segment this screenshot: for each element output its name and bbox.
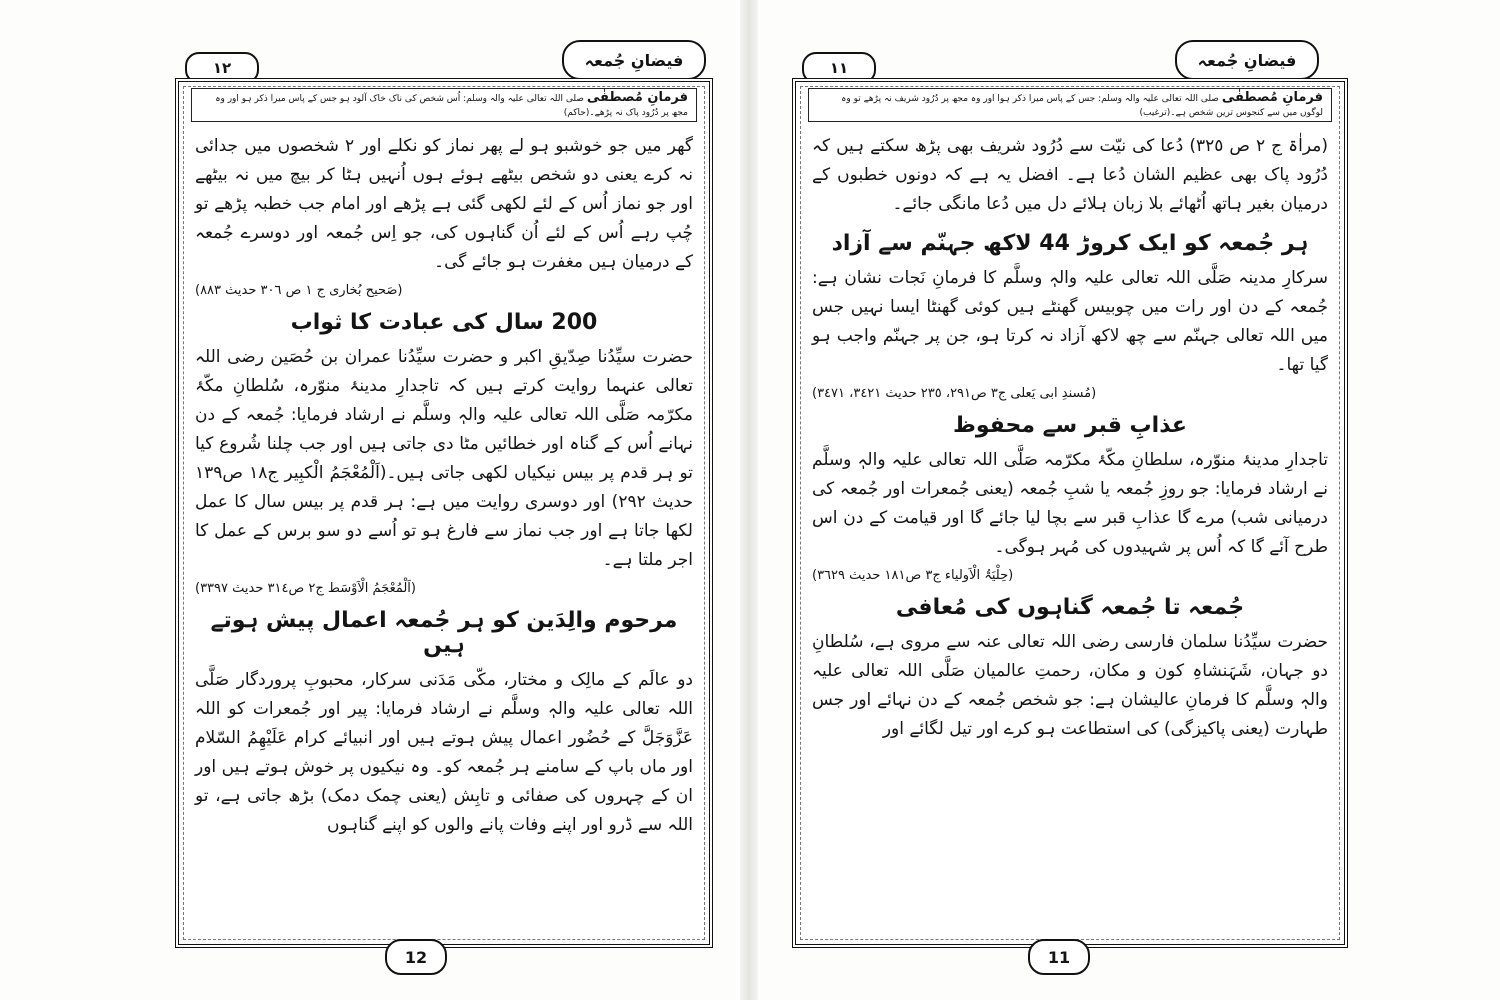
right-reference-1: (مُسندِ ابی یَعلی ج٣ ص٢٩١، ٢٣٥ حدیث ٣٤٢١، ٣٤٧١) [812, 386, 1097, 401]
left-heading-2: مرحوم والِدَین کو ہر جُمعہ اعمال پیش ہوتے ہیں [210, 608, 678, 658]
right-page [770, 40, 1340, 975]
left-banner-text: صلی اللہ تعالی علیہ والہ وسلم: اُس شخص کی ناک خاک آلود ہو جس کے پاس میرا ذکر ہو اور وہ مجھ پر دُرُود پاک نہ پڑھے۔(حاکم) [215, 94, 688, 118]
right-paragraph-4: حضرت سیِّدُنا سلمان فارسی رضی اللہ تعالی عنہ سے مروی ہے، سُلطانِ دو جہان، شَہَنشاہِ کون و مکان، رحمتِ عالمیان صَلَّی اللہ تعالی علیہ والہٖ وسلَّم کا فرمانِ عالیشان ہے: جو شخص جُمعہ کے دن نہائے اور جس طہارت (یعنی پاکیزگی) کی استطاعت ہو کرے اور تیل لگائے اور [812, 632, 1328, 739]
right-header-page-number: ١١ [802, 52, 876, 84]
right-header-title: فیضانِ جُمعہ [1175, 40, 1319, 80]
left-paragraph-1: گھر میں جو خوشبو ہو لے پھر نماز کو نکلے اور ۲ شخصوں میں جدائی نہ کرے یعنی دو شخص بیٹھے ہوئے ہوں اُنہیں ہٹا کر بیچ میں نہ بیٹھے اور جو نماز اُس کے لئے لکھی گئی ہے پڑھے اور امام جب خطبہ پڑھے تو چُپ رہے اُس کے لئے اُن گناہوں کی، جو اِس جُمعہ اور دوسرے جُمعہ کے درمیان ہیں مغفرت ہو جائے گی۔ [195, 136, 694, 272]
left-header-title: فیضانِ جُمعہ [562, 40, 706, 80]
left-paragraph-2: حضرت سیِّدُنا صِدّیقِ اکبر و حضرت سیِّدُنا عمران بن حُصَین رضی اللہ تعالی عنہما روایت کرتے ہیں کہ تاجدارِ مدینۂ منوّرہ، سُلطانِ مکّۂ مکرّمہ صَلَّی اللہ تعالی علیہ والہٖ وسلَّم نے ارشاد فرمایا: جُمعہ کے دن نہانے اُس کے گناہ اور خطائیں مٹا دی جاتی ہیں اور جب چلنا شُروع کیا تو ہر قدم پر بیس نیکیاں لکھی جاتی ہیں۔(اَلْمُعْجَمُ الْکبِیر ج١٨ ص١٣٩ حدیث ٢٩٢) اور دوسری روایت میں ہے: ہر قدم پر بیس سال کا عمل لکھا جاتا ہے اور جب نماز سے فارغ ہو تو اُسے دو سو برس کے عمل کا اجر ملتا ہے۔ [195, 347, 693, 570]
right-banner-text: صلی اللہ تعالی علیہ والہ وسلم: جس کے پاس میرا ذکر ہوا اور وہ مجھ پر دُرُود شریف نہ پڑھے تو وہ لوگوں میں سے کنجوس ترین شخص ہے۔(ترغیب) [841, 94, 1323, 118]
left-reference-2: (اَلْمُعْجَمُ الْاَوْسَط ج٢ ص٣١٤ حدیث ٣٣٩٧) [195, 581, 416, 596]
right-paragraph-1: (مراٰۃ ج ٢ ص ٣٢٥) دُعا کی نیّت سے دُرُود شریف بھی پڑھ سکتے ہیں کہ دُرُود پاک بھی عظیم الشان دُعا ہے۔ افضل یہ ہے کہ دونوں خطبوں کے درمیان بغیر ہاتھ اُٹھائے بلا زبان ہلائے دل میں دُعا مانگی جائے۔ [812, 136, 1328, 214]
left-banner-title: فرمانِ مُصطفٰی [586, 90, 688, 105]
left-hadith-banner [191, 88, 697, 122]
right-banner-title: فرمانِ مُصطفٰی [1221, 90, 1323, 105]
right-heading-2: عذابِ قبر سے محفوظ [953, 413, 1187, 438]
left-heading-1: 200 سال کی عبادت کا ثواب [290, 310, 598, 335]
left-paragraph-3: دو عالَم کے مالِک و مختار، مکّی مَدَنی سرکار، محبوبِ پروردگار صَلَّی اللہ تعالی علیہ والہٖ وسلَّم نے ارشاد فرمایا: پیر اور جُمعرات کو اللہ عَزَّوَجَلَّ کے حُضُور اعمال پیش ہوتے ہیں اور انبیائے کرام عَلَیْھِمُ السّلام اور ماں باپ کے سامنے ہر جُمعہ کو۔ وہ نیکیوں پر خوش ہوتے ہیں اور ان کے چہروں کی صفائی و تابِش (یعنی چمک دمک) بڑھ جاتی ہے، تو اللہ سے ڈرو اور اپنے وفات پانے والوں کو اپنے گناہوں [195, 670, 693, 835]
right-paragraph-2: سرکارِ مدینہ صَلَّی اللہ تعالی علیہ والہٖ وسلَّم کا فرمانِ نَجات نشان ہے: جُمعہ کے دن اور رات میں چوبیس گھنٹے ہیں کوئی گھنٹا ایسا نہیں جس میں اللہ تعالی جہنّم سے چھ لاکھ آزاد نہ کرتا ہو، جن پر جہنّم واجب ہو گیا تھا۔ [812, 268, 1328, 375]
right-footer-page-number: 11 [1028, 939, 1090, 975]
left-footer-page-number: 12 [385, 939, 447, 975]
left-text-frame [175, 78, 713, 948]
right-hadith-banner [808, 88, 1332, 122]
book-gutter [740, 0, 758, 1000]
right-heading-1: ہر جُمعہ کو ایک کروڑ 44 لاکھ جہنّم سے آزاد [831, 231, 1309, 256]
right-reference-2: (حِلْیَۃُ الْاَولیاء ج٣ ص١٨١ حدیث ٣٦٢٩) [812, 568, 1014, 583]
right-text-frame [792, 78, 1348, 948]
left-page [145, 40, 705, 975]
right-page-content [812, 132, 1328, 744]
left-header-page-number: ١٢ [185, 52, 259, 84]
right-paragraph-3: تاجدارِ مدینۂ منوّرہ، سلطانِ مکّۂ مکرّمہ صَلَّی اللہ تعالی علیہ والہٖ وسلَّم نے ارشاد فرمایا: جو روزِ جُمعہ یا شبِ جُمعہ (یعنی جُمعرات اور جُمعہ کی درمیانی شب) مرے گا عذابِ قبر سے بچا لیا جائے گا اور قیامت کے دن اس طرح آئے گا کہ اُس پر شہیدوں کی مُہر ہوگی۔ [812, 450, 1328, 557]
right-heading-3: جُمعہ تا جُمعہ گناہوں کی مُعافی [895, 595, 1245, 620]
left-page-content [195, 132, 693, 840]
left-reference-1: (صَحیح بُخاری ج ١ ص ٣٠٦ حدیث ٨٨٣) [195, 283, 403, 298]
